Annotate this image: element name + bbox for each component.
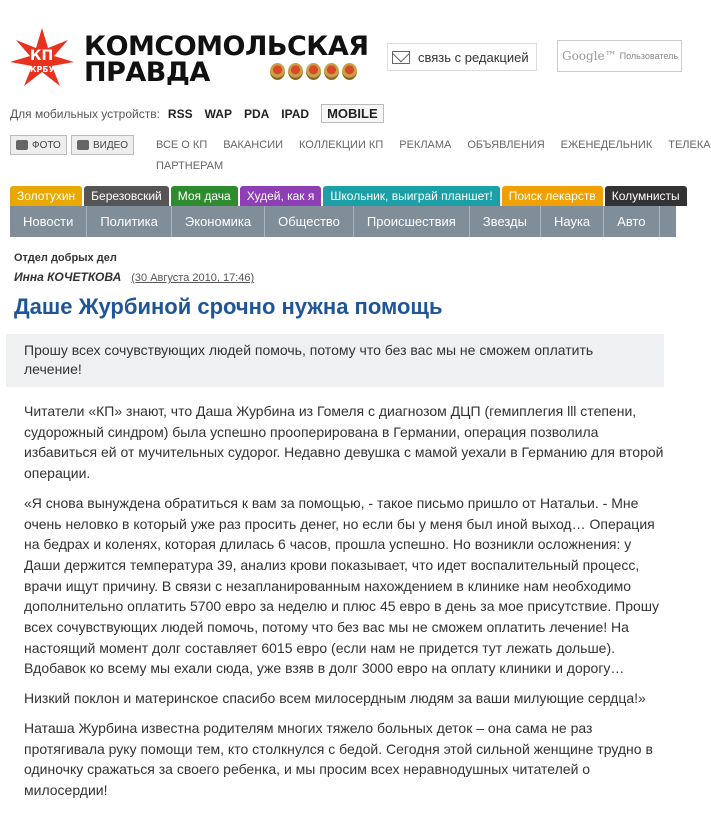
order-medal-icon bbox=[342, 63, 357, 80]
special-projects-tabs bbox=[10, 186, 687, 206]
article-body bbox=[24, 401, 664, 810]
search-input[interactable] bbox=[557, 40, 682, 72]
kp-logo-icon[interactable] bbox=[8, 26, 76, 92]
video-button[interactable] bbox=[71, 135, 134, 155]
nav-item-politics[interactable]: Политика bbox=[87, 206, 172, 237]
nav-item-science[interactable]: Наука bbox=[541, 206, 604, 237]
service-link[interactable]: ОБЪЯВЛЕНИЯ bbox=[467, 139, 545, 151]
nav-item-news[interactable]: Новости bbox=[10, 206, 87, 237]
project-tab[interactable]: Березовский bbox=[84, 186, 169, 206]
device-link-pda[interactable]: PDA bbox=[243, 106, 270, 121]
service-link[interactable]: ВАКАНСИИ bbox=[223, 139, 284, 151]
project-tab[interactable]: Поиск лекарств bbox=[502, 186, 603, 206]
envelope-icon bbox=[392, 51, 410, 64]
camera-icon bbox=[16, 140, 28, 150]
search-placeholder: Пользователь bbox=[619, 51, 679, 61]
services-bar bbox=[10, 135, 711, 175]
device-link-rss[interactable]: RSS bbox=[167, 106, 193, 121]
devices-label: Для мобильных устройств: bbox=[10, 106, 160, 121]
nav-item-incidents[interactable]: Происшествия bbox=[354, 206, 470, 237]
logo-line-1: КОМСОМОЛЬСКАЯ bbox=[84, 31, 369, 62]
main-nav bbox=[10, 206, 676, 237]
article-title: Даше Журбиной срочно нужна помощь bbox=[14, 294, 443, 319]
photo-button[interactable] bbox=[10, 135, 67, 155]
article-paragraph: Наташа Журбина известна родителям многих тяжело больных деток – она сама не раз протягивала руку помощи тем, кто столкнулся с бедой. Сегодня этой сильной женщине трудно в одиночку сражаться за своего ребенка, и мы просим всех неравнодушных читателей о милосердии! bbox=[24, 719, 653, 798]
device-link-wap[interactable]: WAP bbox=[204, 106, 232, 121]
svg-text:КП: КП bbox=[30, 48, 54, 64]
article-paragraph: Низкий поклон и материнское спасибо всем милосердным людям за ваши милующие сердца!» bbox=[24, 690, 646, 707]
video-label: ВИДЕО bbox=[93, 139, 129, 151]
logo-line-2: ПРАВДА bbox=[84, 57, 210, 88]
order-medal-icon bbox=[306, 63, 321, 80]
article-byline bbox=[14, 270, 254, 284]
nav-item-auto[interactable]: Авто bbox=[604, 206, 659, 237]
order-medal-icon bbox=[270, 63, 285, 80]
site-header bbox=[0, 0, 679, 100]
nav-item-society[interactable]: Общество bbox=[265, 206, 354, 237]
nav-item-stars[interactable]: Звезды bbox=[470, 206, 541, 237]
project-tab[interactable]: Золотухин bbox=[10, 186, 82, 206]
article-paragraph: Читатели «КП» знают, что Даша Журбина из Гомеля с диагнозом ДЦП (гемиплегия lll степени, судорожный синдром) была успешно прооперирована в Германии, операция позволила избавиться ей от мучительных судорог. Недавно девушка с мамой уехали в Германию для второй операции. bbox=[24, 403, 664, 482]
service-links bbox=[156, 139, 711, 151]
article-lead: Прошу всех сочувствующих людей помочь, потому что без вас мы не сможем оплатить лечение! bbox=[6, 334, 664, 387]
article-author[interactable]: Инна КОЧЕТКОВА bbox=[14, 270, 122, 284]
project-tab[interactable]: Школьник, выиграй планшет! bbox=[323, 186, 499, 206]
service-link-partners[interactable]: ПАРТНЕРАМ bbox=[156, 160, 224, 172]
feedback-label: связь с редакцией bbox=[418, 49, 529, 65]
nav-item-economy[interactable]: Экономика bbox=[172, 206, 265, 237]
feedback-link[interactable] bbox=[387, 43, 537, 71]
article-rubric[interactable]: Отдел добрых дел bbox=[14, 252, 117, 264]
project-tab[interactable]: Моя дача bbox=[171, 186, 238, 206]
orders-decoration bbox=[270, 63, 357, 80]
google-brand: Google™ bbox=[562, 49, 617, 63]
order-medal-icon bbox=[324, 63, 339, 80]
photo-label: ФОТО bbox=[32, 139, 61, 151]
article-paragraph: «Я снова вынуждена обратиться к вам за помощью, - такое письмо пришло от Натальи. - Мне очень неловко в который уже раз просить денег, но если бы у меня был иной выход… Операция на бедрах и коленях, которая длилась 6 часов, прошла успешно. Но возникли осложнения: у Даши держится температура 39, анализ крови показывает, что идет воспалительный процесс, врачи ищут причину. В связи с незапланированным нахождением в клинике нам необходимо дополнительно оплатить 5700 евро за неделю и плюс 45 евро в день за мое присутствие. Прошу всех сочувствующих людей помочь, потому что без вас мы не сможем оплатить лечение! На настоящий момент долг составляет 6015 евро (если нам не придется тут лежать дольше). Вдобавок ко всему мы ехали сюда, уже взяв в долг 3000 евро на оплату клиники и дорогу… bbox=[24, 494, 660, 677]
service-link[interactable]: ВСЕ О КП bbox=[156, 139, 208, 151]
project-tab[interactable]: Худей, как я bbox=[240, 186, 322, 206]
device-link-ipad[interactable]: IPAD bbox=[281, 106, 310, 121]
service-link[interactable]: КОЛЛЕКЦИИ КП bbox=[299, 139, 384, 151]
article-date: (30 Августа 2010, 17:46) bbox=[131, 272, 255, 284]
service-link[interactable]: ЕЖЕНЕДЕЛЬНИК bbox=[560, 139, 653, 151]
mobile-devices-bar bbox=[10, 104, 384, 123]
svg-text:КРБУ: КРБУ bbox=[30, 65, 55, 74]
device-link-mobile[interactable]: MOBILE bbox=[321, 104, 384, 123]
project-tab[interactable]: Колумнисты bbox=[605, 186, 687, 206]
service-link[interactable]: РЕКЛАМА bbox=[399, 139, 452, 151]
video-icon bbox=[77, 140, 89, 150]
order-medal-icon bbox=[288, 63, 303, 80]
service-link[interactable]: ТЕЛЕКА bbox=[668, 139, 711, 151]
